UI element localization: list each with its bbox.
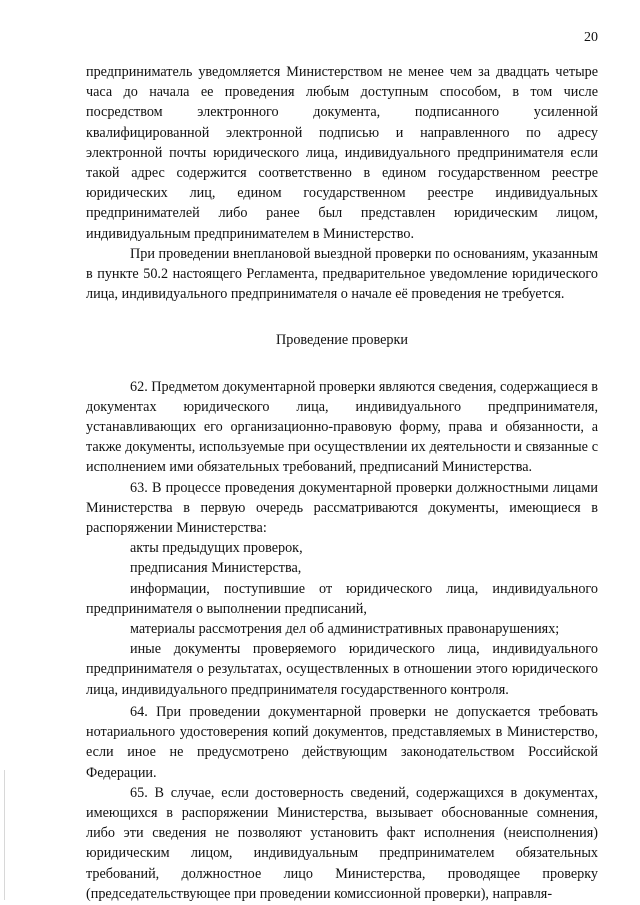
section-heading: Проведение проверки <box>276 332 408 349</box>
list-item: иные документы проверяемого юридического лица, индивидуального предпринимателя о результатах, осуществленных в отношении этого юридического лица, индивидуального предпринимателя государственного контроля. <box>86 641 598 698</box>
page-number: 20 <box>584 30 598 45</box>
paragraph-65: 65. В случае, если достоверность сведений, содержащихся в документах, имеющихся в распоряжении Министерства, вызывает обоснованные сомнения, либо эти сведения не позволяют установить факт исполнения (неисполнения) юридическим лицом, индивидуальным предпринимателем обязательных требований, должностное лицо Министерства, проводящее проверку (председательствующее при проведении комиссионной проверки), направля- <box>86 784 598 902</box>
paragraph-63: 63. В процессе проведения документарной проверки должностными лицами Министерства в первую очередь рассматриваются документы, имеющиеся в распоряжении Министерства: <box>86 479 598 537</box>
paragraph-64: 64. При проведении документарной проверки не допускается требовать нотариального удостоверения копий документов, представляемых в Министерство, если иное не предусмотрено действующим законодательством Российской Федерации. <box>86 703 598 781</box>
list-item: акты предыдущих проверок, <box>130 540 303 557</box>
paragraph-continuation: предприниматель уведомляется Министерством не менее чем за двадцать четыре часа до начала ее проведения любым доступным способом, в том числе посредством электронного документа, подписанного усиленной квалифицированной электронной подписью и направленного по адресу электронной почты юридического лица, индивидуального предпринимателя если такой адрес содержится соответственно в едином государственном реестре юридических лиц, едином государственном реестре индивидуальных предпринимателей либо ранее был представлен юридическим лицом, индивидуальным предпринимателем в Министерство. <box>86 64 598 242</box>
paragraph-unscheduled-inspection: При проведении внеплановой выездной проверки по основаниям, указанным в пункте 50.2 настоящего Регламента, предварительное уведомление юридического лица, индивидуального предпринимателя о начале её проведения не требуется. <box>86 245 598 303</box>
list-item: информации, поступившие от юридического лица, индивидуального предпринимателя о выполнении предписаний, <box>86 580 598 617</box>
list-item: предписания Министерства, <box>130 560 302 577</box>
paragraph-62: 62. Предметом документарной проверки являются сведения, содержащиеся в документах юридического лица, индивидуального предпринимателя, устанавливающих его организационно-правовую форму, права и обязанности, а также документы, используемые при осуществлении их деятельности и связанные с исполнением ими обязательных требований, предписаний Министерства. <box>86 378 598 476</box>
document-body <box>86 62 598 904</box>
list-item: материалы рассмотрения дел об административных правонарушениях; <box>130 621 560 638</box>
scan-edge-line <box>4 770 5 900</box>
